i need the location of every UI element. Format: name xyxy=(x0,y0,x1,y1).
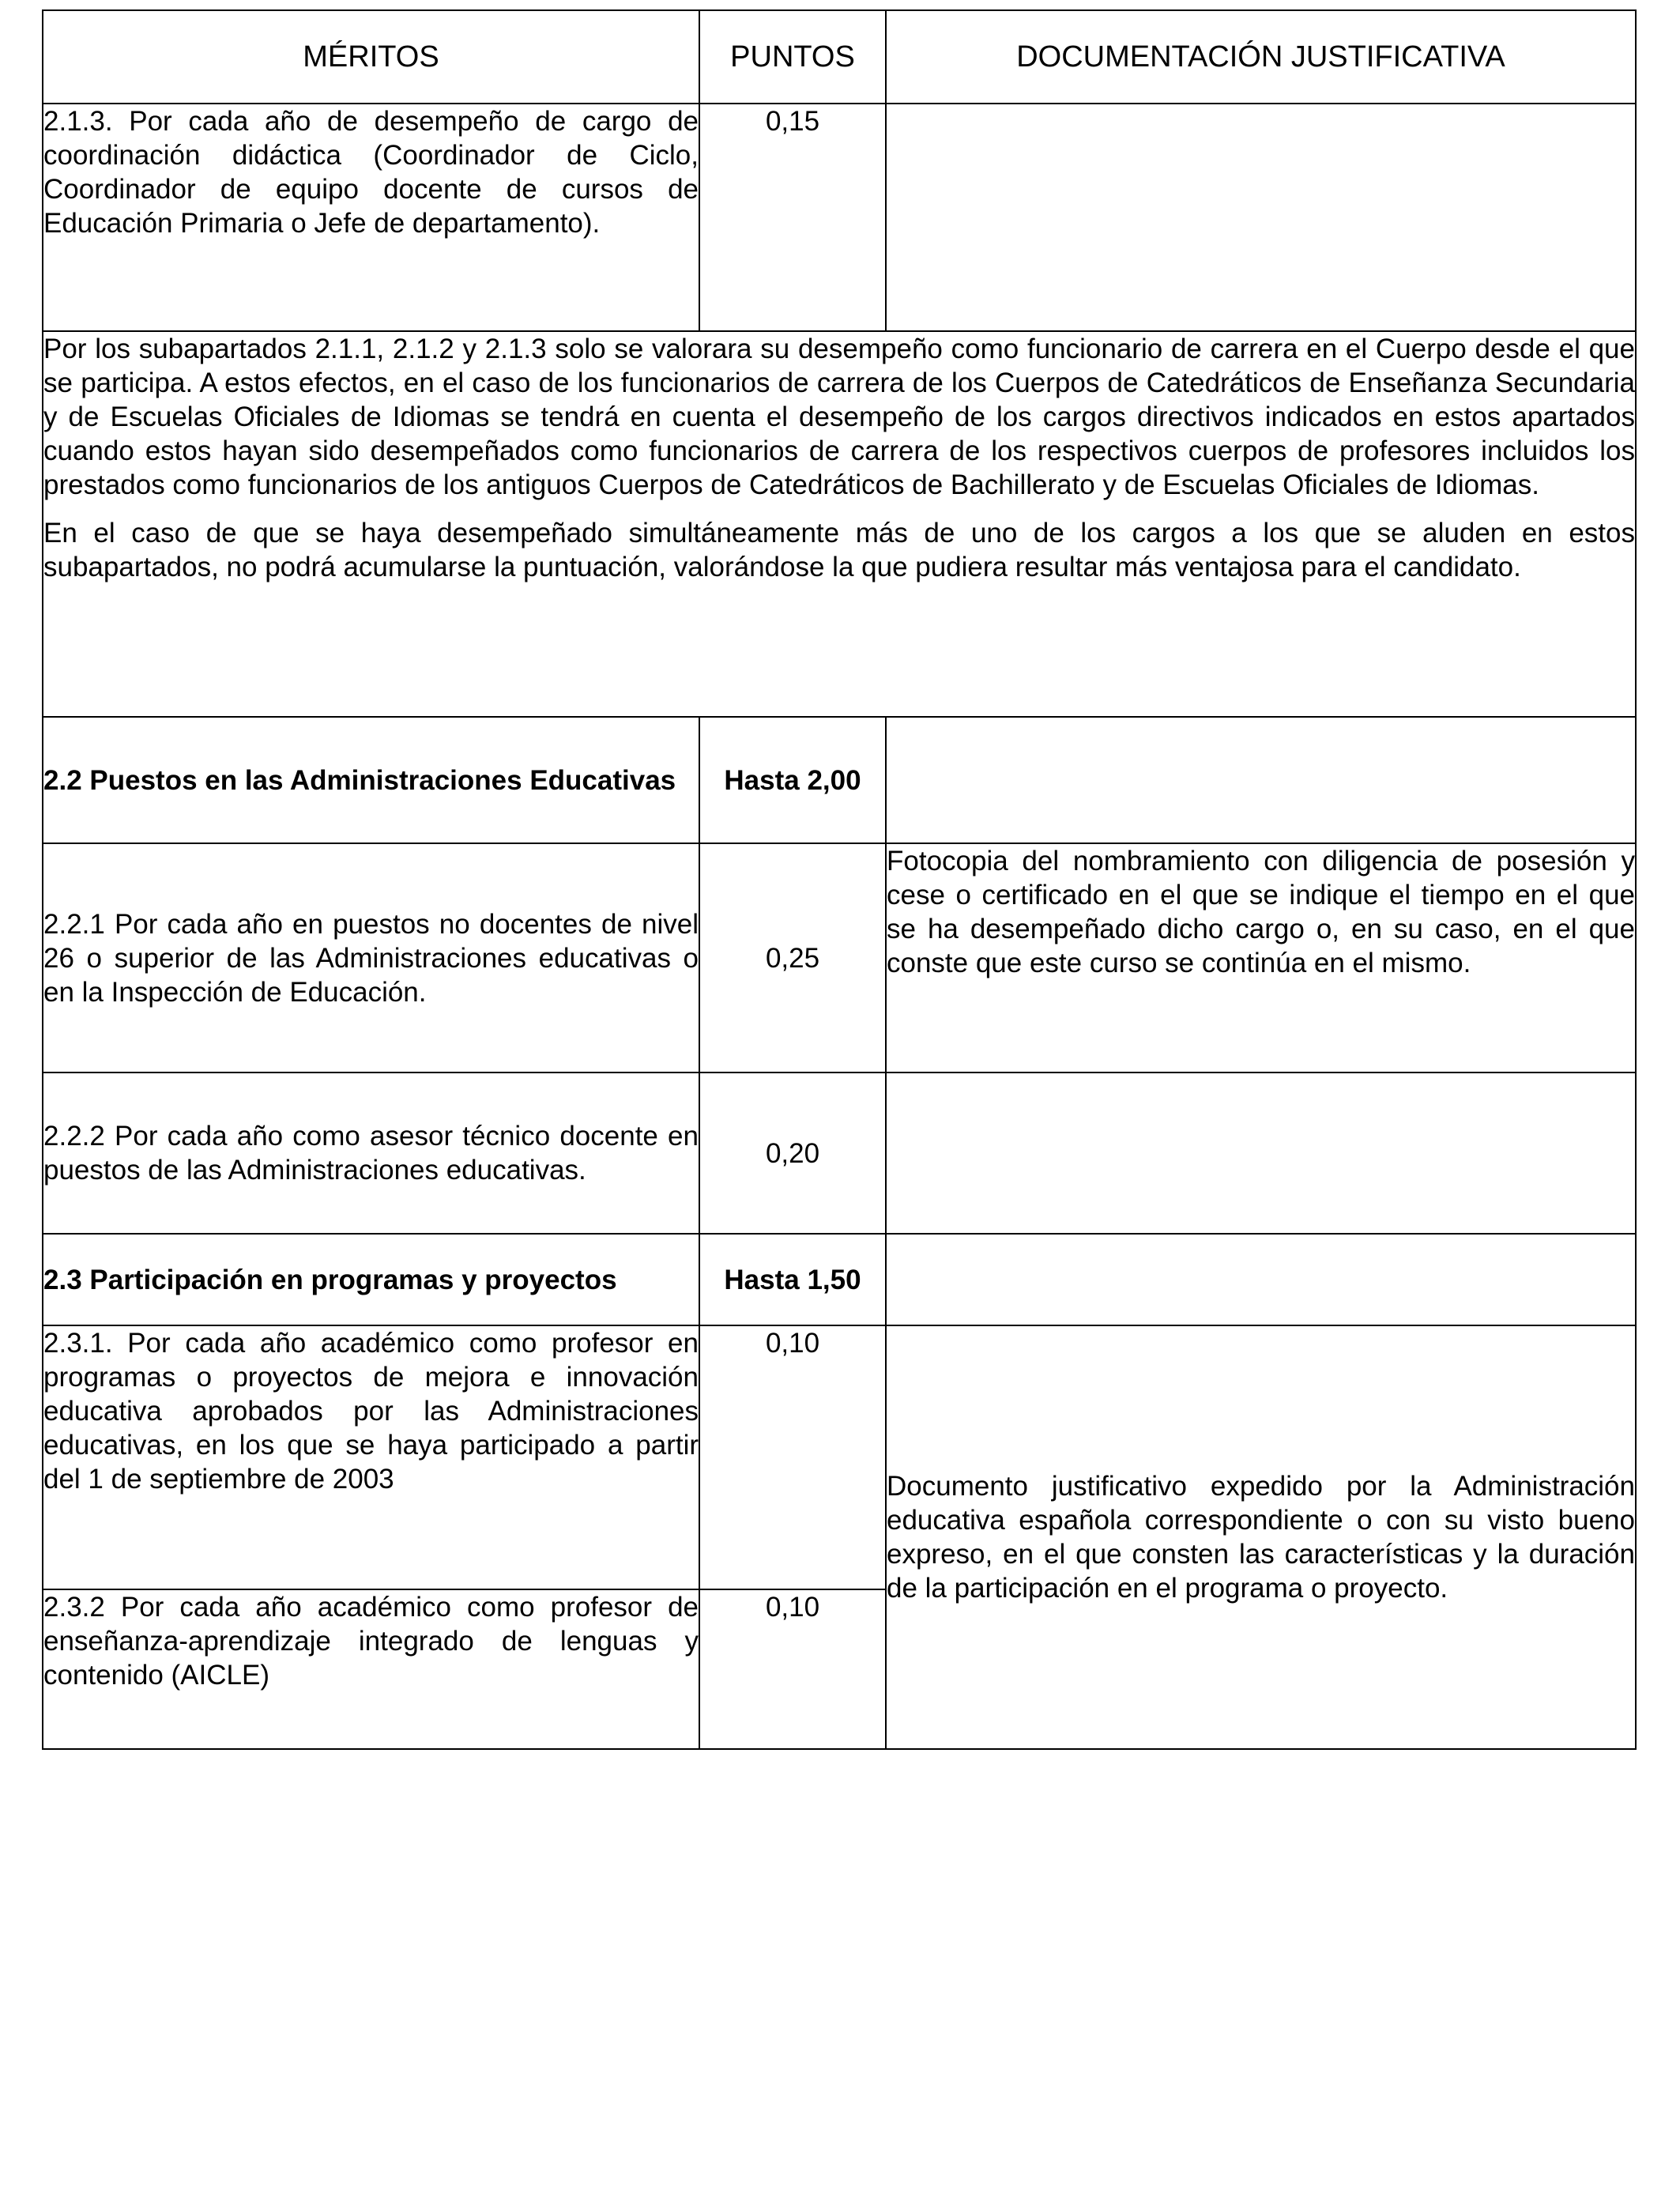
doc-2-3: Documento justificativo expedido por la Administración educativa española correspondiente o con su visto bueno expreso, en el que consten las características y la duración de la participación en el programa o proyecto. xyxy=(886,1325,1636,1749)
table-row-2-1-3 xyxy=(43,104,1636,331)
header-row xyxy=(43,10,1636,104)
section-title-2-3: 2.3 Participación en programas y proyectos xyxy=(43,1234,699,1325)
section-doc-2-2 xyxy=(886,717,1636,843)
points-2-1-3: 0,15 xyxy=(699,104,886,331)
section-points-2-3: Hasta 1,50 xyxy=(699,1234,886,1325)
header-documentacion: DOCUMENTACIÓN JUSTIFICATIVA xyxy=(886,10,1636,104)
note-paragraph-1: Por los subapartados 2.1.1, 2.1.2 y 2.1.3 solo se valorara su desempeño como funcionario de carrera en el Cuerpo desde el que se participa. A estos efectos, en el caso de los funcionarios de carrera de los Cuerpos de Catedráticos de Enseñanza Secundaria y de Escuelas Oficiales de Idiomas se tendrá en cuenta el desempeño de los cargos directivos indicados en estos apartados cuando estos hayan sido desempeñados como funcionarios de carrera de los respectivos cuerpos de profesores incluidos los prestados como funcionarios de los antiguos Cuerpos de Catedráticos de Bachillerato y de Escuelas Oficiales de Idiomas. xyxy=(43,334,1635,500)
note-paragraph-2: En el caso de que se haya desempeñado simultáneamente más de uno de los cargos a los que se aluden en estos subapartados, no podrá acumularse la puntuación, valorándose la que pudiera resultar más ventajosa para el candidato. xyxy=(43,518,1635,582)
doc-2-2-2 xyxy=(886,1072,1636,1234)
note-cell xyxy=(43,331,1636,717)
table-row-2-2-2 xyxy=(43,1072,1636,1234)
table-row-2-2-1 xyxy=(43,843,1636,1072)
document-page xyxy=(42,9,1635,1750)
merits-table xyxy=(42,9,1637,1750)
header-puntos: PUNTOS xyxy=(699,10,886,104)
section-row-2-2 xyxy=(43,717,1636,843)
table-row-2-3-1 xyxy=(43,1325,1636,1589)
header-meritos: MÉRITOS xyxy=(43,10,699,104)
doc-2-2-1: Fotocopia del nombramiento con diligencia de posesión y cese o certificado en el que se indique el tiempo en el que se ha desempeñado dicho cargo o, en su caso, en el que conste que este curso se continúa en el mismo. xyxy=(886,843,1636,1072)
section-doc-2-3 xyxy=(886,1234,1636,1325)
merit-2-2-2: 2.2.2 Por cada año como asesor técnico docente en puestos de las Administraciones educativas. xyxy=(43,1072,699,1234)
points-2-2-1: 0,25 xyxy=(699,843,886,1072)
points-2-2-2: 0,20 xyxy=(699,1072,886,1234)
section-row-2-3 xyxy=(43,1234,1636,1325)
merit-2-1-3: 2.1.3. Por cada año de desempeño de cargo de coordinación didáctica (Coordinador de Ciclo, Coordinador de equipo docente de cursos de Educación Primaria o Jefe de departamento). xyxy=(43,104,699,331)
note-row xyxy=(43,331,1636,717)
merit-2-2-1: 2.2.1 Por cada año en puestos no docentes de nivel 26 o superior de las Administraciones educativas o en la Inspección de Educación. xyxy=(43,843,699,1072)
points-2-3-1: 0,10 xyxy=(699,1325,886,1589)
section-title-2-2: 2.2 Puestos en las Administraciones Educativas xyxy=(43,717,699,843)
merit-2-3-2: 2.3.2 Por cada año académico como profesor de enseñanza-aprendizaje integrado de lenguas y contenido (AICLE) xyxy=(43,1589,699,1749)
points-2-3-2: 0,10 xyxy=(699,1589,886,1749)
section-points-2-2: Hasta 2,00 xyxy=(699,717,886,843)
merit-2-3-1: 2.3.1. Por cada año académico como profesor en programas o proyectos de mejora e innovación educativa aprobados por las Administraciones educativas, en los que se haya participado a partir del 1 de septiembre de 2003 xyxy=(43,1325,699,1589)
doc-2-1-3 xyxy=(886,104,1636,331)
